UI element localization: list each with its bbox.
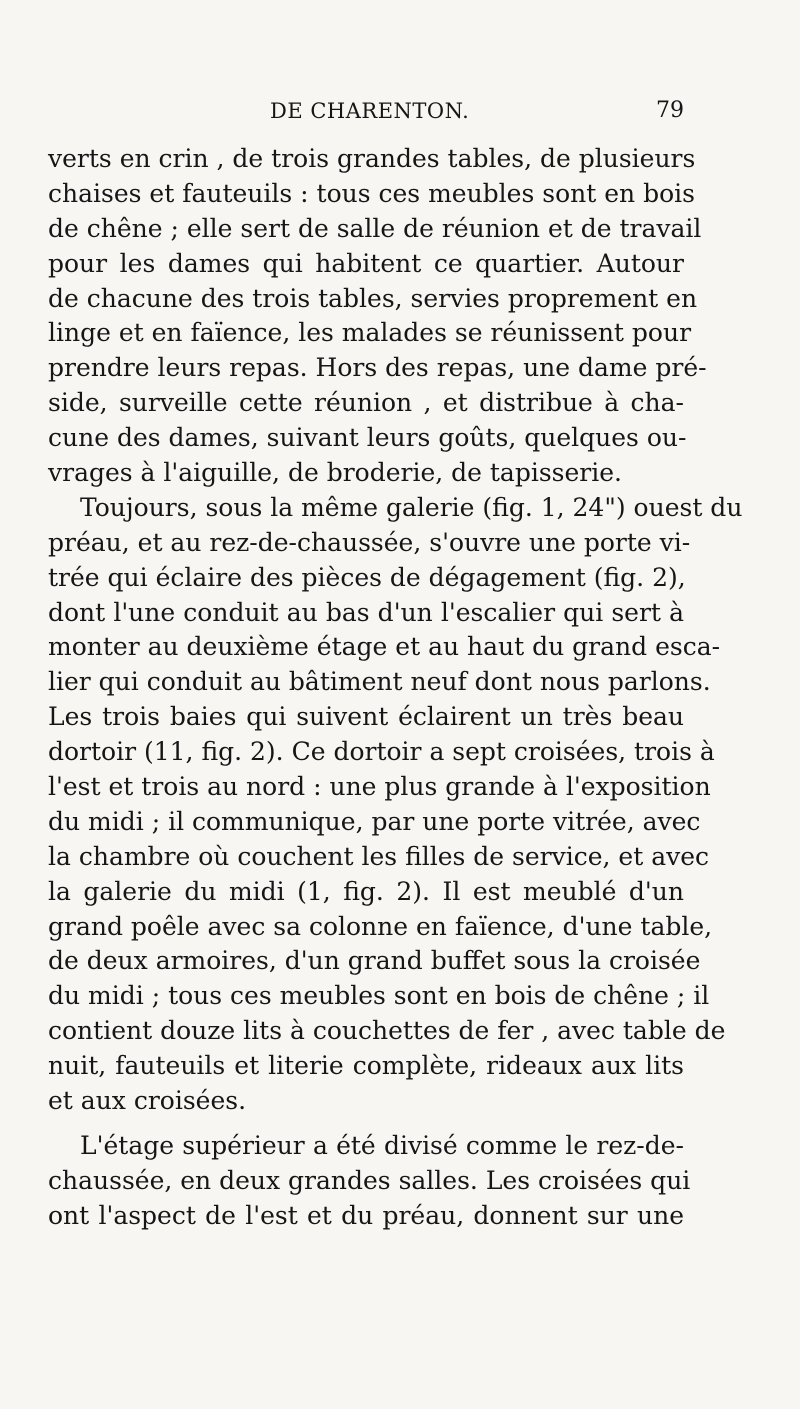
text-line: chaises et fauteuils : tous ces meubles sont en bois: [48, 178, 695, 208]
text-line: de deux armoires, d'un grand buffet sous la croisée: [48, 946, 701, 976]
text-line: prendre leurs repas. Hors des repas, une dame pré-: [48, 353, 707, 383]
text-line: nuit, fauteuils et literie complète, rideaux aux lits: [48, 1051, 684, 1081]
text-line: monter au deuxième étage et au haut du grand esca-: [48, 632, 721, 662]
text-line: side, surveille cette réunion , et distribue à cha-: [48, 388, 684, 418]
text-line: trée qui éclaire des pièces de dégagement (fig. 2),: [48, 562, 686, 592]
page-number: 79: [656, 98, 684, 123]
text-line: grand poêle avec sa colonne en faïence, d'une table,: [48, 911, 713, 941]
text-line: du midi ; il communique, par une porte vitrée, avec: [48, 806, 701, 836]
text-line: la chambre où couchent les filles de service, et avec: [48, 841, 710, 871]
text-line: dont l'une conduit au bas d'un l'escalier qui sert à: [48, 597, 684, 627]
text-line: de chacune des trois tables, servies proprement en: [48, 283, 698, 313]
text-line: l'est et trois au nord : une plus grande à l'exposition: [48, 772, 711, 802]
text-line: ont l'aspect de l'est et du préau, donnent sur une: [48, 1200, 684, 1230]
text-line: et aux croisées.: [48, 1086, 247, 1116]
paragraph-3: [48, 1129, 691, 1234]
text-line: pour les dames qui habitent ce quartier. Autour: [48, 248, 684, 278]
text-line: la galerie du midi (1, fig. 2). Il est meublé d'un: [48, 876, 684, 906]
text-line: chaussée, en deux grandes salles. Les croisées qui: [48, 1165, 691, 1195]
text-line: cune des dames, suivant leurs goûts, quelques ou-: [48, 423, 687, 453]
text-line: dortoir (11, fig. 2). Ce dortoir a sept croisées, trois à: [48, 737, 715, 767]
text-line: Toujours, sous la même galerie (fig. 1, 24") ouest du: [80, 492, 743, 522]
body-text: [48, 142, 743, 1234]
text-line: vrages à l'aiguille, de broderie, de tapisserie.: [48, 458, 622, 488]
running-title: DE CHARENTON.: [270, 99, 470, 123]
text-line: contient douze lits à couchettes de fer , avec table de: [48, 1016, 726, 1046]
paragraph-gap: [48, 1119, 684, 1129]
text-line: L'étage supérieur a été divisé comme le rez-de-: [80, 1130, 684, 1160]
running-head: [48, 96, 684, 126]
text-line: préau, et au rez-de-chaussée, s'ouvre une porte vi-: [48, 527, 691, 557]
text-line: lier qui conduit au bâtiment neuf dont nous parlons.: [48, 667, 711, 697]
paragraph-1: [48, 142, 707, 491]
text-line: de chêne ; elle sert de salle de réunion et de travail: [48, 213, 702, 243]
text-line: linge et en faïence, les malades se réunissent pour: [48, 318, 692, 348]
text-line: du midi ; tous ces meubles sont en bois de chêne ; il: [48, 981, 710, 1011]
paragraph-2: [48, 491, 743, 1119]
text-line: verts en crin , de trois grandes tables, de plusieurs: [48, 144, 696, 173]
text-line: Les trois baies qui suivent éclairent un très beau: [48, 702, 684, 732]
